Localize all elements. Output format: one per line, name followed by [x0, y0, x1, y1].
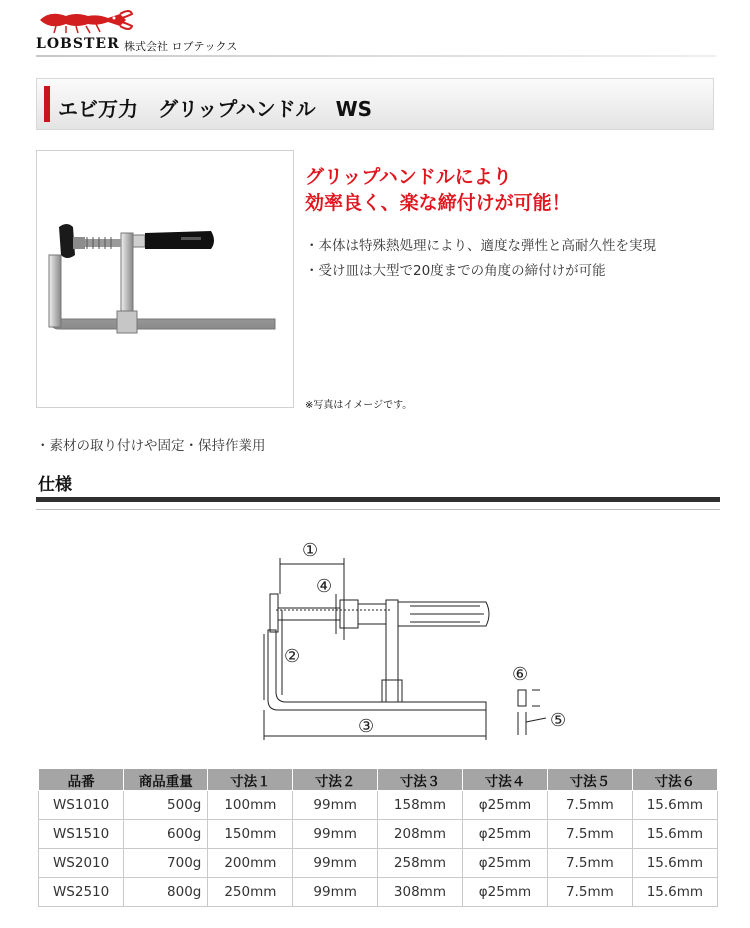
table-header-row: [39, 769, 718, 791]
dim-label-6: ⑥: [512, 664, 529, 685]
table-row: [39, 849, 718, 878]
table-cell: 99mm: [293, 791, 378, 820]
dim-label-4: ④: [316, 576, 333, 597]
clamp-dimension-drawing: [240, 530, 590, 745]
column-header: 寸法２: [293, 769, 378, 791]
table-cell: φ25mm: [462, 791, 547, 820]
table-cell: 100mm: [208, 791, 293, 820]
table-cell: 258mm: [377, 849, 462, 878]
spec-divider: [36, 497, 720, 502]
column-header: 寸法４: [462, 769, 547, 791]
title-accent-bar: [44, 86, 50, 122]
table-cell: 600g: [124, 820, 208, 849]
table-row: [39, 820, 718, 849]
spec-divider-thin: [36, 509, 720, 510]
table-cell: φ25mm: [462, 820, 547, 849]
table-cell: 7.5mm: [547, 849, 632, 878]
table-cell: 500g: [124, 791, 208, 820]
column-header: 寸法５: [547, 769, 632, 791]
table-cell: WS1010: [39, 791, 124, 820]
column-header: 寸法６: [632, 769, 717, 791]
company-name: 株式会社 ロブテックス: [124, 40, 238, 53]
dim-label-2: ②: [284, 646, 301, 667]
table-row: [39, 791, 718, 820]
feature-item: ・受け皿は大型で20度までの角度の締付けが可能: [305, 263, 606, 279]
lobster-logo-icon: [36, 6, 136, 36]
table-cell: φ25mm: [462, 878, 547, 907]
table-cell: 7.5mm: [547, 820, 632, 849]
table-cell: 700g: [124, 849, 208, 878]
product-photo: [36, 150, 294, 408]
table-cell: WS2510: [39, 878, 124, 907]
feature-item: ・本体は特殊熱処理により、適度な弾性と高耐久性を実現: [305, 238, 656, 254]
table-cell: 250mm: [208, 878, 293, 907]
table-cell: 150mm: [208, 820, 293, 849]
table-cell: 99mm: [293, 849, 378, 878]
clamp-photo-illustration: [37, 151, 293, 407]
table-cell: WS1510: [39, 820, 124, 849]
table-cell: 99mm: [293, 878, 378, 907]
column-header: 商品重量: [124, 769, 208, 791]
column-header: 品番: [39, 769, 124, 791]
table-cell: 308mm: [377, 878, 462, 907]
dimension-diagram: [240, 530, 590, 745]
column-header: 寸法１: [208, 769, 293, 791]
table-cell: 15.6mm: [632, 820, 717, 849]
headline-line-2: 効率良く、楽な締付けが可能！: [305, 192, 571, 214]
table-cell: 208mm: [377, 820, 462, 849]
page-title: エビ万力 グリップハンドル WS: [58, 97, 373, 121]
table-cell: 15.6mm: [632, 791, 717, 820]
headline-line-1: グリップハンドルにより: [305, 166, 512, 188]
table-cell: 99mm: [293, 820, 378, 849]
table-row: [39, 878, 718, 907]
dim-label-5: ⑤: [550, 710, 567, 731]
usage-note: ・素材の取り付けや固定・保持作業用: [36, 438, 266, 454]
brand-name: LOBSTER: [36, 36, 120, 52]
column-header: 寸法３: [377, 769, 462, 791]
table-cell: WS2010: [39, 849, 124, 878]
header-divider: [36, 55, 716, 57]
table-cell: 158mm: [377, 791, 462, 820]
table-cell: 15.6mm: [632, 878, 717, 907]
table-cell: 200mm: [208, 849, 293, 878]
table-cell: φ25mm: [462, 849, 547, 878]
table-cell: 800g: [124, 878, 208, 907]
table-cell: 7.5mm: [547, 878, 632, 907]
spec-table: [38, 768, 718, 907]
dim-label-3: ③: [358, 716, 375, 737]
dim-label-1: ①: [302, 540, 319, 561]
photo-note: ※写真はイメージです。: [305, 400, 413, 411]
table-cell: 15.6mm: [632, 849, 717, 878]
spec-heading: 仕様: [38, 475, 72, 495]
table-cell: 7.5mm: [547, 791, 632, 820]
